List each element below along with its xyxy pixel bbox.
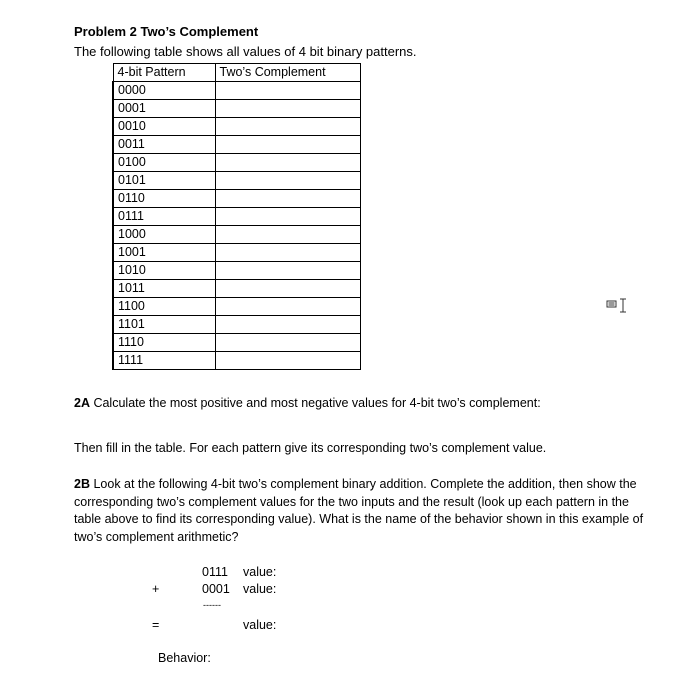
table-row [113,208,360,226]
question-2a-text: Calculate the most positive and most negative values for 4-bit two’s complement: [89,396,541,410]
table-body [113,82,360,370]
table-row [113,316,360,334]
pattern-cell: 1101 [113,316,215,334]
twos-complement-cell[interactable] [215,154,360,172]
table-row [113,262,360,280]
pattern-cell: 0001 [113,100,215,118]
table-header-row [113,64,360,82]
header-twos-complement: Two’s Complement [215,64,360,82]
question-2a-label: 2A [74,396,90,410]
twos-complement-cell[interactable] [215,100,360,118]
behavior-label: Behavior: [158,651,211,665]
table-row [113,190,360,208]
question-2a [74,396,541,410]
pattern-cell: 1111 [113,352,215,370]
operand-1: 0111 [202,565,228,579]
pattern-cell: 1100 [113,298,215,316]
table-row [113,154,360,172]
question-2b-label: 2B [74,477,90,491]
pattern-cell: 0101 [113,172,215,190]
pattern-cell: 0000 [113,82,215,100]
pattern-cell: 1000 [113,226,215,244]
table-row [113,244,360,262]
table-row [113,136,360,154]
table-row [113,352,360,370]
operand-2: 0001 [202,582,230,596]
equals-sign: = [152,618,160,632]
header-pattern: 4-bit Pattern [113,64,215,82]
problem-title: Problem 2 Two’s Complement [74,24,259,39]
value-label-1: value: [243,565,277,579]
twos-complement-cell[interactable] [215,118,360,136]
table-row [113,82,360,100]
fill-instruction: Then fill in the table. For each pattern give its corresponding two’s complement value. [74,441,547,455]
pattern-cell: 0100 [113,154,215,172]
question-2b-text: Look at the following 4-bit two’s complement binary addition. Complete the addition, then show the corresponding two’s complement values for the two inputs and the result (look up each pattern in the table above to find its corresponding value). What is the name of the behavior shown in this example of two’s complement arithmetic? [74,477,644,544]
twos-complement-cell[interactable] [215,316,360,334]
intro-text: The following table shows all values of 4 bit binary patterns. [74,44,417,59]
twos-complement-cell[interactable] [215,298,360,316]
twos-complement-cell[interactable] [215,244,360,262]
question-2b [74,476,644,546]
pattern-cell: 0011 [113,136,215,154]
twos-complement-cell[interactable] [215,280,360,298]
twos-complement-cell[interactable] [215,82,360,100]
plus-sign: + [152,582,160,596]
twos-complement-cell[interactable] [215,334,360,352]
text-cursor-icon [606,296,636,314]
twos-complement-cell[interactable] [215,136,360,154]
table-row [113,298,360,316]
table-row [113,334,360,352]
twos-complement-cell[interactable] [215,352,360,370]
patterns-table [112,63,361,370]
twos-complement-cell[interactable] [215,262,360,280]
table-row [113,280,360,298]
pattern-cell: 0110 [113,190,215,208]
table-row [113,118,360,136]
value-label-result: value: [243,618,277,632]
table-row [113,172,360,190]
twos-complement-cell[interactable] [215,226,360,244]
pattern-cell: 1010 [113,262,215,280]
pattern-cell: 0010 [113,118,215,136]
pattern-cell: 0111 [113,208,215,226]
twos-complement-cell[interactable] [215,208,360,226]
pattern-cell: 1011 [113,280,215,298]
sum-divider: ------ [203,600,221,610]
twos-complement-cell[interactable] [215,190,360,208]
pattern-cell: 1110 [113,334,215,352]
table-row [113,100,360,118]
twos-complement-cell[interactable] [215,172,360,190]
value-label-2: value: [243,582,277,596]
pattern-cell: 1001 [113,244,215,262]
table-row [113,226,360,244]
